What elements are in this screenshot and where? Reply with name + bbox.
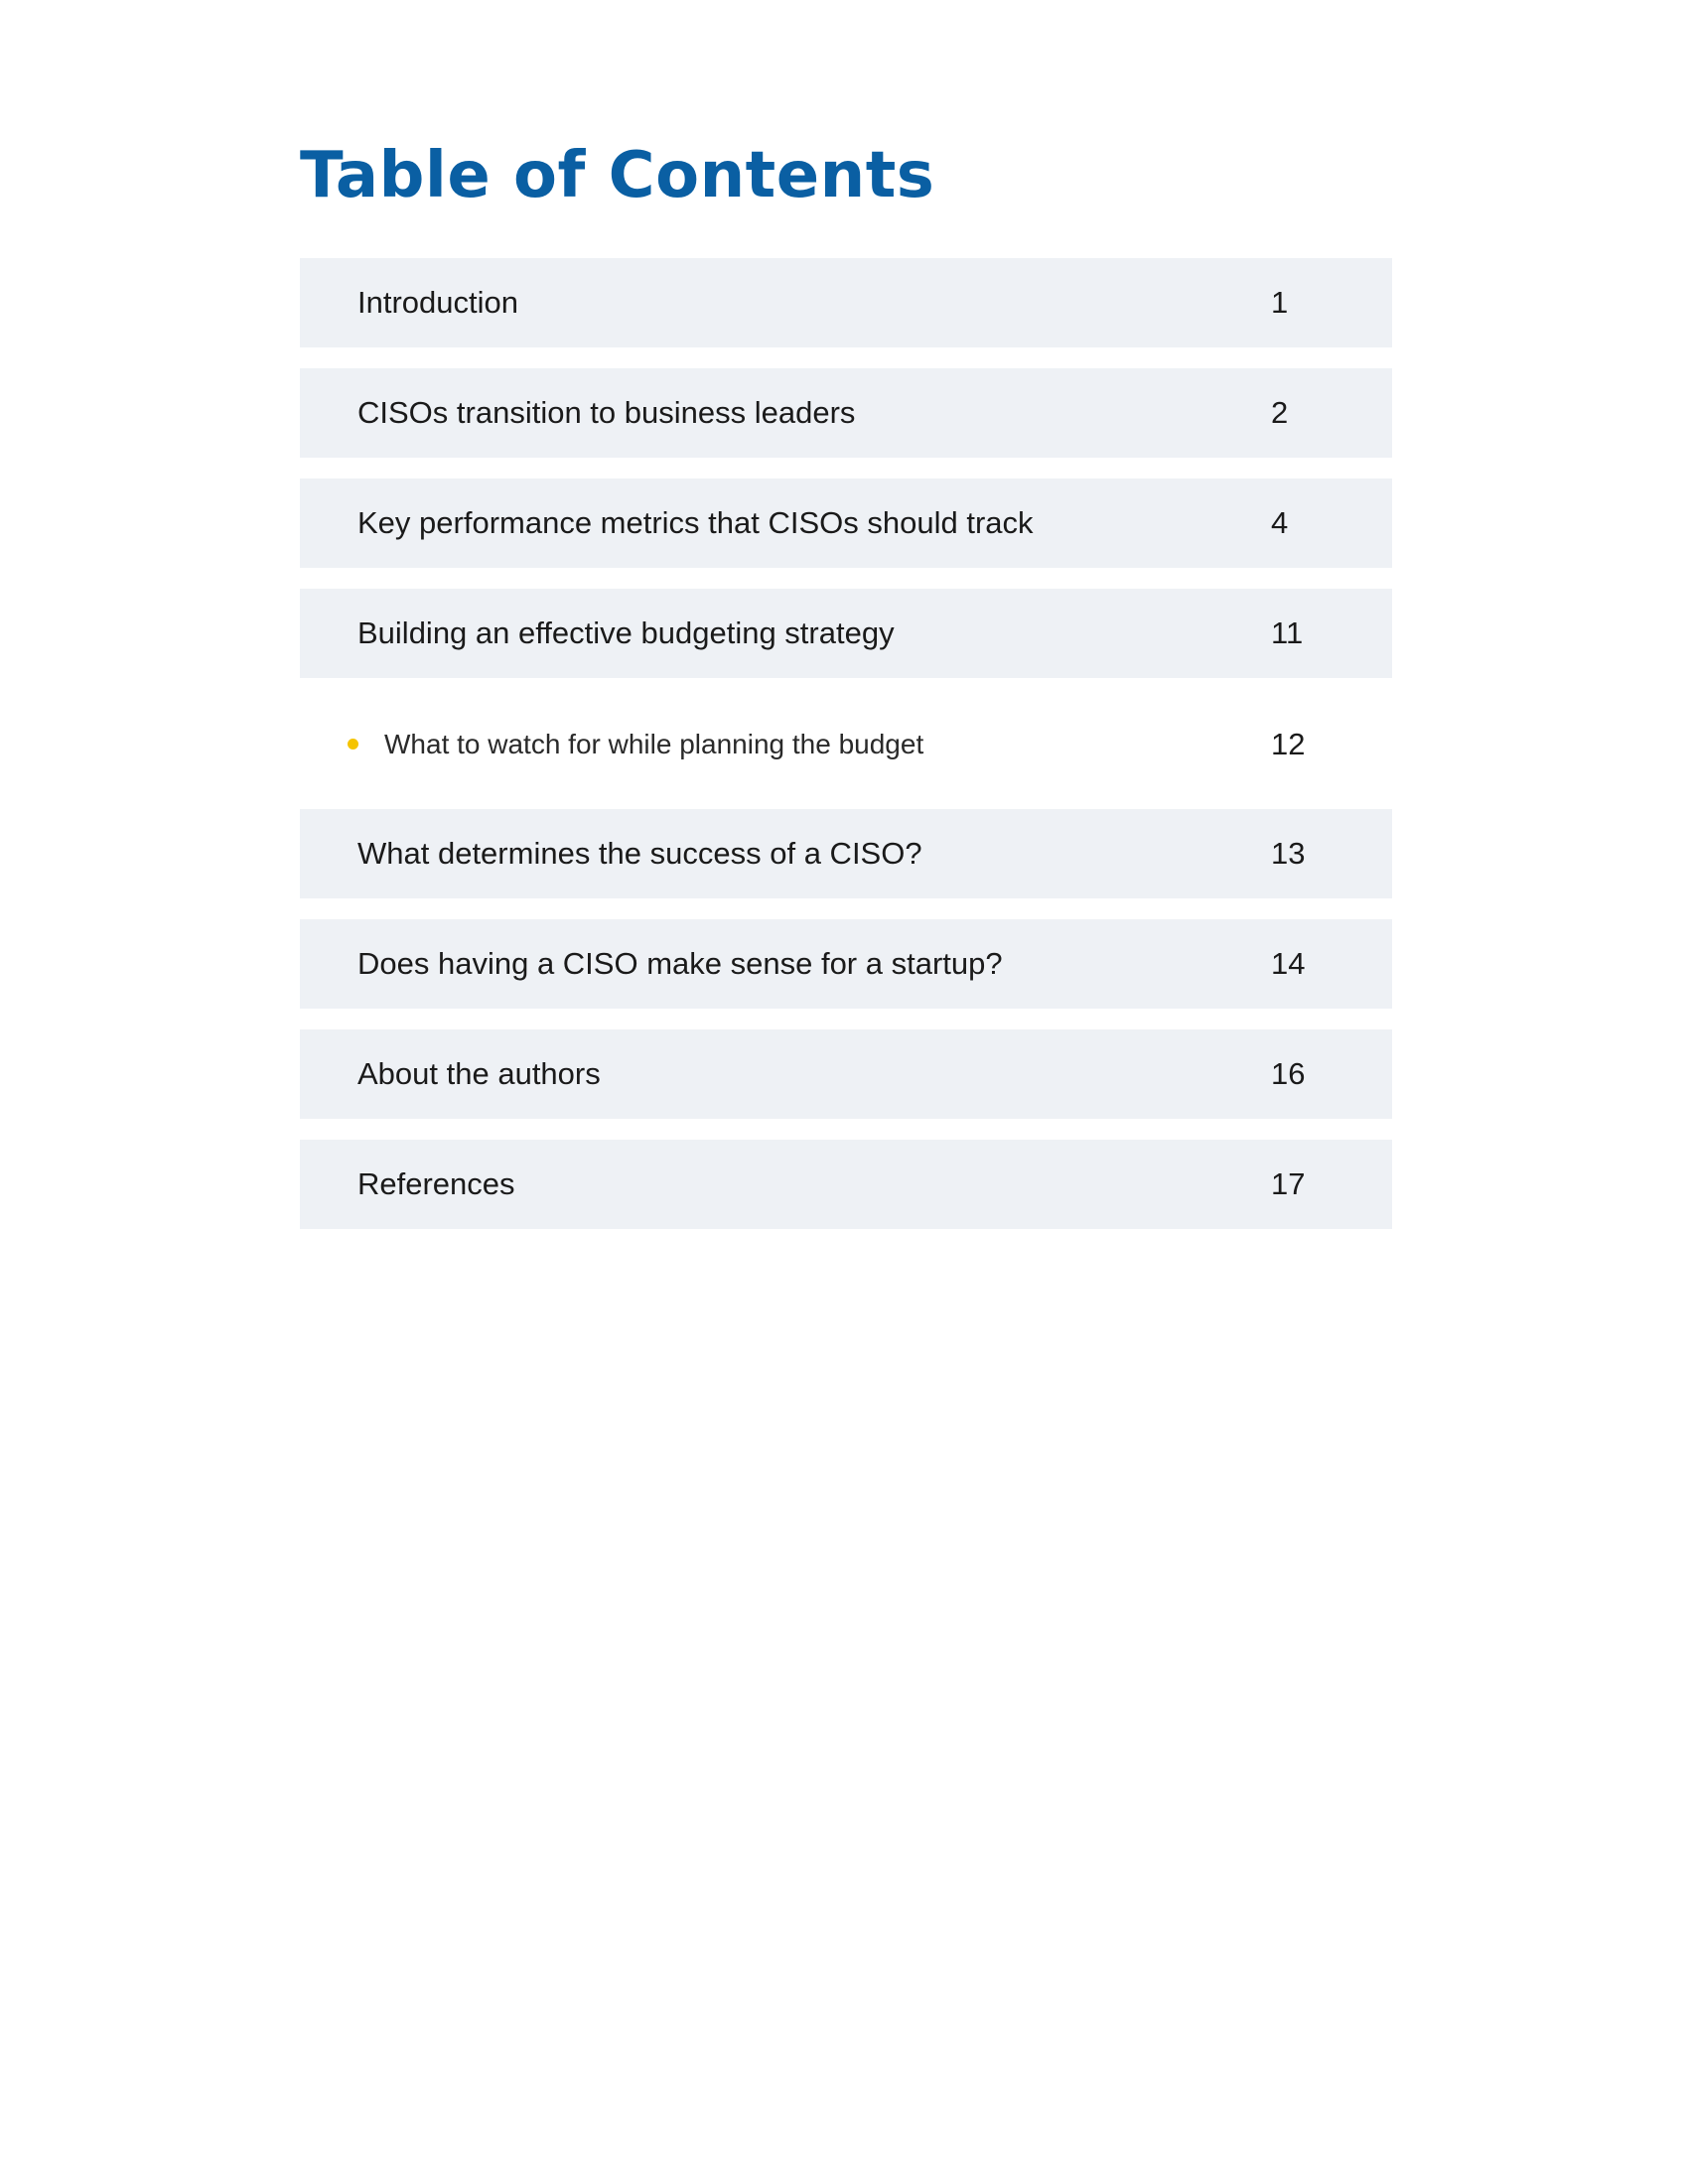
toc-entry-page-number: 13: [1271, 836, 1306, 871]
toc-entry-label: CISOs transition to business leaders: [357, 395, 856, 430]
toc-entry-label: Key performance metrics that CISOs should track: [357, 505, 1034, 540]
toc-subentry-budget-planning[interactable]: [300, 689, 1392, 799]
toc-entry-budgeting-strategy[interactable]: [300, 589, 1392, 678]
toc-entry-page-number: 16: [1271, 1056, 1306, 1091]
toc-entry-label: Introduction: [357, 285, 518, 320]
toc-entry-ciso-startup[interactable]: [300, 919, 1392, 1009]
toc-entry-ciso-success[interactable]: [300, 809, 1392, 898]
toc-entry-label: References: [357, 1166, 515, 1201]
bullet-dot-icon: [348, 739, 358, 750]
toc-entry-cisos-transition[interactable]: [300, 368, 1392, 458]
toc-list: [300, 258, 1392, 1250]
toc-entry-about-authors[interactable]: [300, 1029, 1392, 1119]
toc-entry-page-number: 12: [1271, 727, 1306, 761]
toc-entry-page-number: 4: [1271, 505, 1289, 540]
toc-entry-references[interactable]: [300, 1140, 1392, 1229]
toc-entry-label: What determines the success of a CISO?: [357, 836, 922, 871]
toc-entry-page-number: 2: [1271, 395, 1289, 430]
toc-entry-page-number: 1: [1271, 285, 1289, 320]
toc-entry-page-number: 14: [1271, 946, 1306, 981]
toc-entry-label: Building an effective budgeting strategy: [357, 615, 895, 650]
toc-entry-label: What to watch for while planning the budget: [384, 729, 924, 759]
toc-entry-page-number: 11: [1271, 615, 1304, 650]
toc-entry-introduction[interactable]: [300, 258, 1392, 347]
toc-entry-page-number: 17: [1271, 1166, 1306, 1201]
toc-entry-key-performance-metrics[interactable]: [300, 478, 1392, 568]
toc-entry-label: Does having a CISO make sense for a startup?: [357, 946, 1003, 981]
toc-entry-label: About the authors: [357, 1056, 601, 1091]
page-title: Table of Contents: [300, 139, 935, 212]
